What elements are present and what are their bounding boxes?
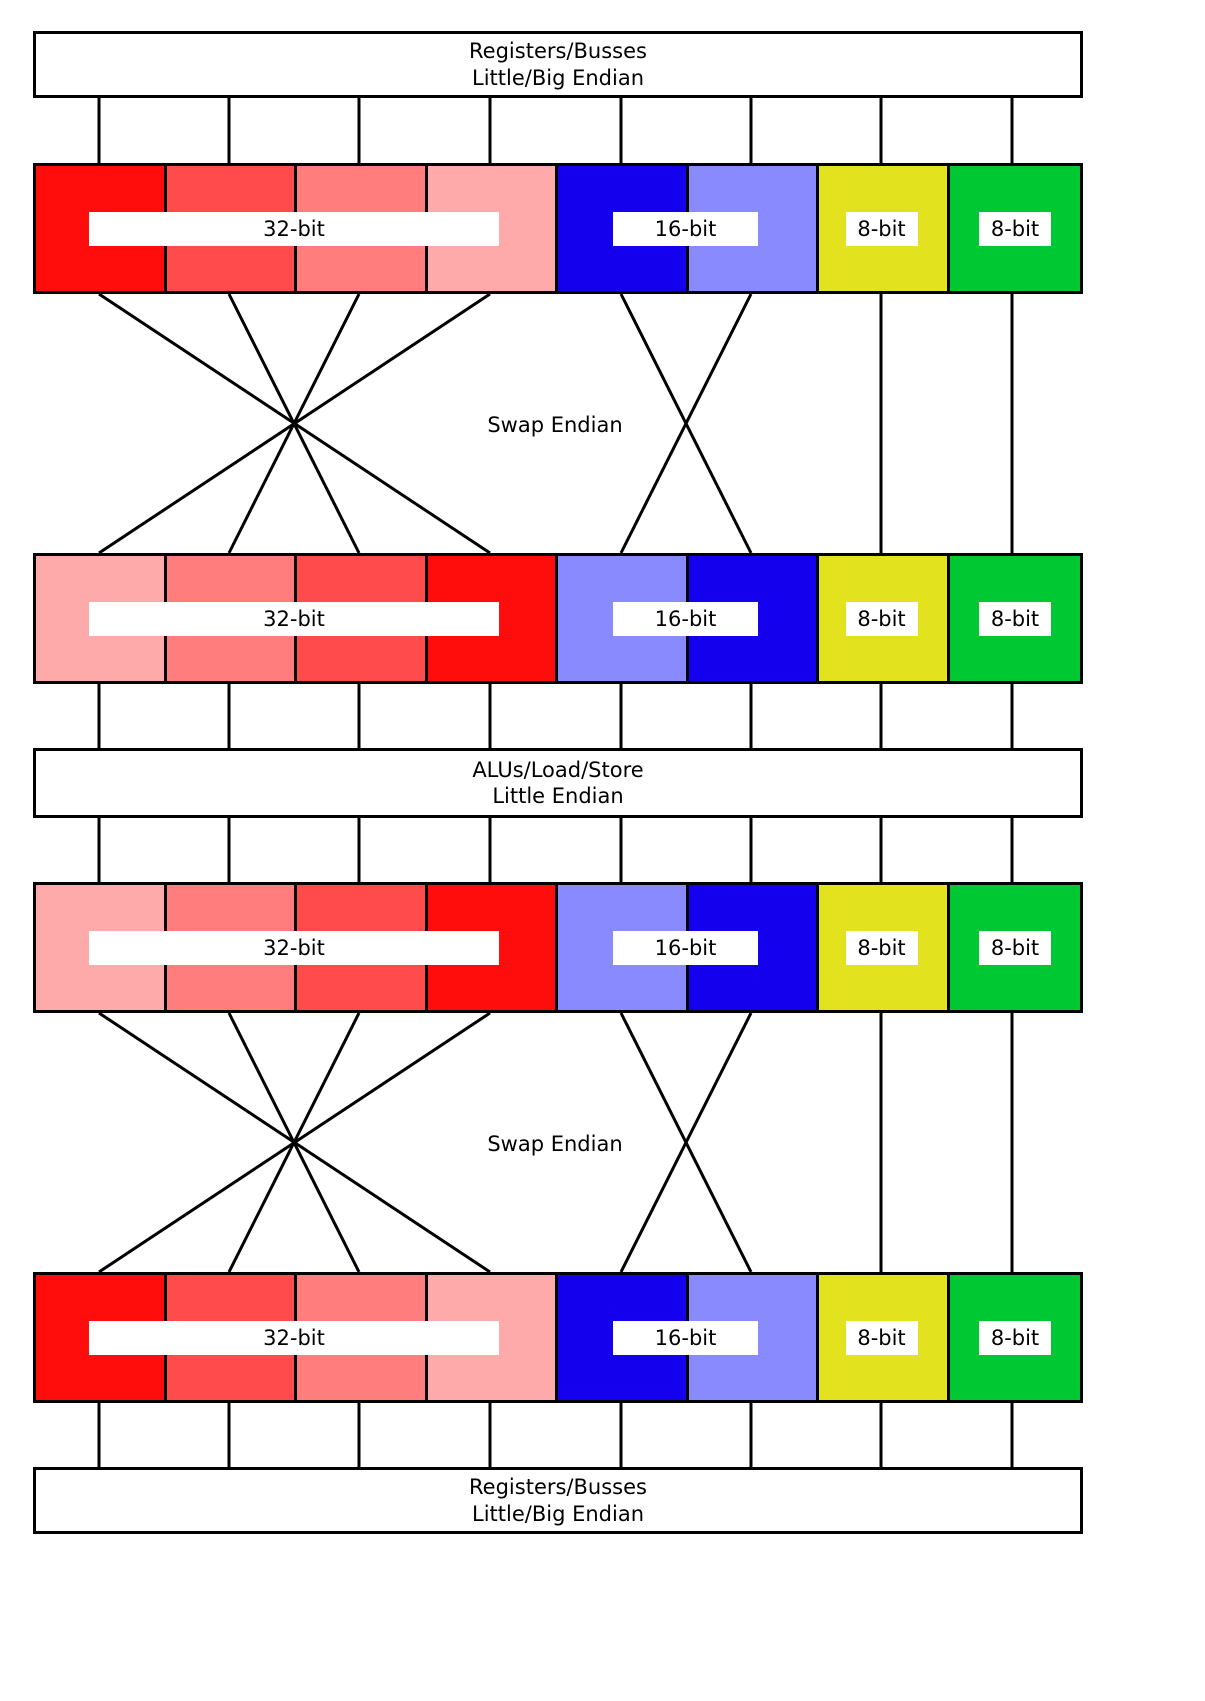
byte-row-4 [33,1272,1083,1403]
cell-r1-7 [950,166,1080,291]
byte-row-3 [33,882,1083,1013]
label-32bit: 32-bit [89,931,499,965]
cell-r1-6 [819,166,950,291]
block-bottom-line2: Little/Big Endian [472,1501,644,1526]
label-8bit: 8-bit [846,212,918,246]
cell-r2-6 [819,556,950,681]
label-8bit: 8-bit [979,602,1051,636]
block-registers-busses-bottom [33,1467,1083,1534]
label-32bit: 32-bit [89,602,499,636]
block-middle-line1: ALUs/Load/Store [472,757,644,782]
cell-r1-4 [558,166,689,291]
cell-r3-0 [36,885,167,1010]
label-32bit: 32-bit [89,1321,499,1355]
block-top-line2: Little/Big Endian [472,65,644,90]
cell-r4-6 [819,1275,950,1400]
cell-r2-0 [36,556,167,681]
cell-r4-2 [297,1275,428,1400]
label-32bit: 32-bit [89,212,499,246]
cell-r3-5 [689,885,819,1010]
cell-r2-2 [297,556,428,681]
label-8bit: 8-bit [846,602,918,636]
cell-r1-3 [428,166,558,291]
cell-r3-2 [297,885,428,1010]
cell-r2-3 [428,556,558,681]
byte-row-1 [33,163,1083,294]
cell-r4-5 [689,1275,819,1400]
label-8bit: 8-bit [846,931,918,965]
cell-r3-4 [558,885,689,1010]
cell-r2-1 [167,556,297,681]
cell-r3-6 [819,885,950,1010]
byte-row-2 [33,553,1083,684]
cell-r3-7 [950,885,1080,1010]
cell-r4-0 [36,1275,167,1400]
label-16bit: 16-bit [613,931,758,965]
label-16bit: 16-bit [613,602,758,636]
cell-r2-4 [558,556,689,681]
cell-r4-4 [558,1275,689,1400]
cell-r1-5 [689,166,819,291]
label-8bit: 8-bit [979,212,1051,246]
block-bottom-line1: Registers/Busses [469,1475,647,1500]
cell-r4-1 [167,1275,297,1400]
cell-r1-1 [167,166,297,291]
swap-endian-label-2: Swap Endian [487,1132,623,1156]
cell-r4-3 [428,1275,558,1400]
cell-r1-2 [297,166,428,291]
label-16bit: 16-bit [613,212,758,246]
block-middle-line2: Little Endian [492,784,624,808]
cell-r3-3 [428,885,558,1010]
swap-endian-label-1: Swap Endian [487,413,623,437]
label-8bit: 8-bit [979,1321,1051,1355]
label-8bit: 8-bit [979,931,1051,965]
cell-r3-1 [167,885,297,1010]
block-registers-busses-top [33,31,1083,98]
cell-r2-5 [689,556,819,681]
block-top-line1: Registers/Busses [469,39,647,64]
label-16bit: 16-bit [613,1321,758,1355]
cell-r2-7 [950,556,1080,681]
block-alus-load-store [33,748,1083,818]
cell-r4-7 [950,1275,1080,1400]
label-8bit: 8-bit [846,1321,918,1355]
cell-r1-0 [36,166,167,291]
